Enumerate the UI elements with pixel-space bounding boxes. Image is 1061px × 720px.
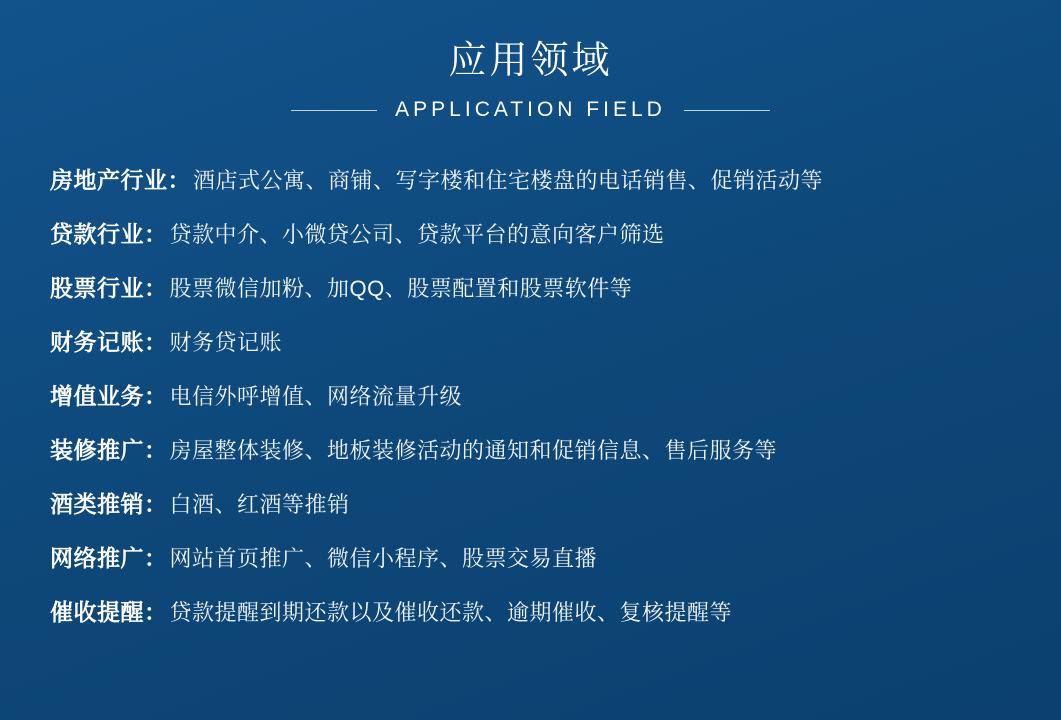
field-label: 股票行业： <box>50 275 168 301</box>
field-value: 酒店式公寓、商铺、写字楼和住宅楼盘的电话销售、促销活动等 <box>193 168 824 193</box>
field-value: 网站首页推广、微信小程序、股票交易直播 <box>169 546 598 571</box>
field-label: 网络推广： <box>50 545 168 571</box>
field-value: 电信外呼增值、网络流量升级 <box>169 384 463 409</box>
application-field-list <box>50 162 1031 648</box>
field-label: 增值业务： <box>50 383 168 409</box>
list-item <box>50 270 1031 324</box>
field-label: 贷款行业： <box>50 221 168 247</box>
list-item <box>50 216 1031 270</box>
field-value: 贷款提醒到期还款以及催收还款、逾期催收、复核提醒等 <box>169 600 733 625</box>
field-label: 财务记账： <box>50 329 168 355</box>
field-label: 酒类推销： <box>50 491 168 517</box>
field-value: 财务贷记账 <box>169 330 283 355</box>
field-value: 贷款中介、小微贷公司、贷款平台的意向客户筛选 <box>169 222 665 247</box>
list-item <box>50 486 1031 540</box>
field-value: 房屋整体装修、地板装修活动的通知和促销信息、售后服务等 <box>169 438 778 463</box>
subtitle-row <box>0 98 1061 122</box>
divider-line-right <box>684 110 770 111</box>
list-item <box>50 162 1031 216</box>
field-label: 房地产行业： <box>50 167 191 193</box>
field-value: 股票微信加粉、加QQ、股票配置和股票软件等 <box>169 276 633 301</box>
field-label: 装修推广： <box>50 437 168 463</box>
field-label: 催收提醒： <box>50 599 168 625</box>
list-item <box>50 594 1031 648</box>
list-item <box>50 540 1031 594</box>
page-title: 应用领域 <box>448 40 613 82</box>
slide-header <box>0 0 1061 122</box>
field-value: 白酒、红酒等推销 <box>169 492 350 517</box>
list-item <box>50 432 1031 486</box>
list-item <box>50 378 1031 432</box>
page-subtitle: APPLICATION FIELD <box>395 98 666 121</box>
list-item <box>50 324 1031 378</box>
divider-line-left <box>291 110 377 111</box>
